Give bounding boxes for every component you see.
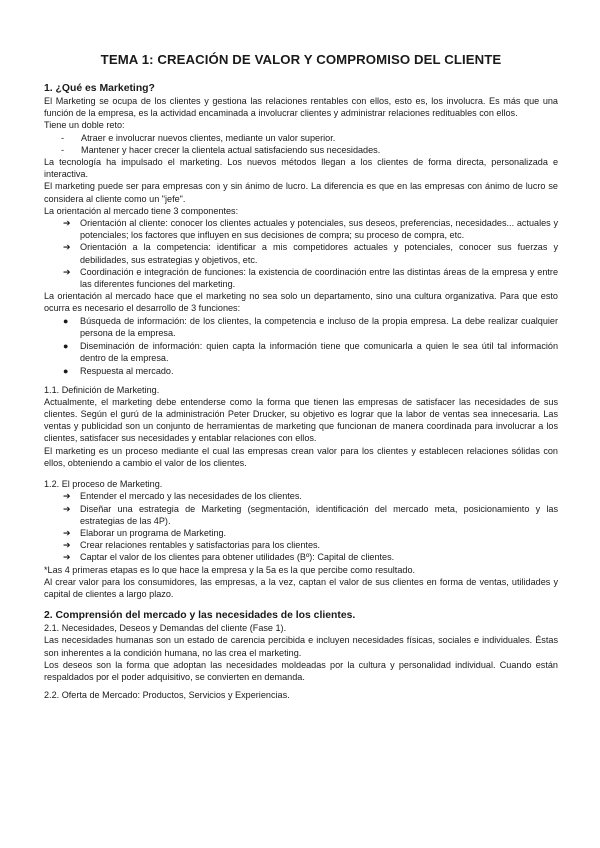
section-1-heading: 1. ¿Qué es Marketing? — [44, 83, 155, 94]
document-page — [44, 52, 558, 701]
list-item: ➔ Entender el mercado y las necesidades de los clientes. — [63, 491, 302, 502]
list-item: ➔ Diseñar una estrategia de Marketing (segmentación, identificación del mercado meta, posicionamiento y las estrategias de las 4P). — [63, 503, 558, 526]
reto-list — [44, 132, 558, 156]
list-item: ● Búsqueda de información: de los clientes, la competencia e incluso de la propia empresa. La debe realizar cualquier persona de la empresa. — [63, 315, 558, 338]
list-item: - Atraer e involucrar nuevos clientes, mediante un valor superior. — [61, 132, 336, 143]
list-item: ➔ Elaborar un programa de Marketing. — [63, 527, 227, 538]
paragraph: El marketing es un proceso mediante el cual las empresas crean valor para los clientes y establecen relaciones sólidas con ellos, obteniendo a cambio el valor de los clientes. — [44, 445, 558, 468]
paragraph: La orientación al mercado hace que el marketing no sea solo un departamento, sino una cultura organizativa. Para que esto ocurra es necesario el desarrollo de 3 funciones: — [44, 291, 558, 314]
list-item: ● Respuesta al mercado. — [63, 366, 174, 377]
paragraph: Al crear valor para los consumidores, las empresas, a la vez, captan el valor de sus clientes en forma de ventas, utilidades y capital de clientes a largo plazo. — [44, 576, 558, 599]
componentes-list — [44, 217, 558, 290]
arrow-icon: ➔ — [63, 491, 71, 502]
bullet-icon: ● — [63, 366, 69, 377]
list-item: ➔ Orientación al cliente: conocer los clientes actuales y potenciales, sus deseos, preferencias, necesidades... actuales y potenciales; los factores que influyen en sus decisiones de compra; su proceso de compra, etc. — [63, 218, 558, 241]
list-item: ➔ Captar el valor de los clientes para obtener utilidades (Bº): Capital de clientes. — [63, 552, 395, 563]
list-item: ➔ Orientación a la competencia: identificar a mis competidores actuales y potenciales, conocer sus fuerzas y debilidades, sus estrategias y objetivos, etc. — [63, 242, 558, 265]
paragraph: Las necesidades humanas son un estado de carencia percibida e incluyen necesidades físicas, sociales e individuales. Éstas son inherentes a la condición humana, no las crea el marketing. — [44, 635, 558, 658]
paragraph: *Las 4 primeras etapas es lo que hace la empresa y la 5a es la que percibe como resultado. — [44, 564, 416, 575]
paragraph: La orientación al mercado tiene 3 componentes: — [44, 205, 239, 216]
section-2-heading: 2. Comprensión del mercado y las necesidades de los clientes. — [44, 610, 356, 622]
arrow-icon: ➔ — [63, 527, 71, 538]
funciones-list — [44, 315, 558, 378]
paragraph: El marketing puede ser para empresas con y sin ánimo de lucro. La diferencia es que en las empresas con ánimo de lucro se considera al cliente como un "jefe". — [44, 181, 558, 204]
list-item: - Mantener y hacer crecer la clientela actual satisfaciendo sus necesidades. — [61, 144, 381, 155]
document-title: TEMA 1: CREACIÓN DE VALOR Y COMPROMISO DEL CLIENTE — [100, 52, 502, 67]
section-2-2-heading: 2.2. Oferta de Mercado: Productos, Servicios y Experiencias. — [44, 690, 290, 701]
list-item: ➔ Coordinación e integración de funciones: la existencia de coordinación entre las distintas áreas de la empresa y entre las diferentes funciones del marketing. — [63, 266, 558, 290]
section-1-1-heading: 1.1. Definición de Marketing. — [44, 384, 160, 395]
arrow-icon: ➔ — [63, 266, 71, 277]
proceso-list — [44, 490, 558, 563]
list-item: ● Diseminación de información: quien capta la información tiene que comunicarla a quien le sea útil tal información dentro de la empresa. — [63, 341, 558, 364]
arrow-icon: ➔ — [63, 552, 71, 563]
section-2-1-heading: 2.1. Necesidades, Deseos y Demandas del cliente (Fase 1). — [44, 623, 287, 634]
section-1-2-heading: 1.2. El proceso de Marketing. — [44, 479, 163, 490]
arrow-icon: ➔ — [63, 540, 71, 551]
paragraph: Los deseos son la forma que adoptan las necesidades moldeadas por la cultura y personalidad individual. Cuando están respaldados por el poder adquisitivo, se convierten en demanda. — [44, 659, 558, 682]
list-item: ➔ Crear relaciones rentables y satisfactorias para los clientes. — [63, 540, 321, 551]
arrow-icon: ➔ — [63, 503, 71, 514]
paragraph: Actualmente, el marketing debe entenderse como la forma que tienen las empresas de satisfacer las necesidades de sus clientes. Según el gurú de la administración Peter Drucker, su objetivo es lograr que la labor de ventas sea innecesaria. Las ventas y publicidad son un conjunto de herramientas de marketing que funcionan de manera coordinada para involucrar a los clientes, satisfacer sus necesidades y entablar relaciones con ellos. — [44, 396, 558, 444]
arrow-icon: ➔ — [63, 218, 71, 229]
bullet-icon: ● — [63, 341, 69, 352]
paragraph: Tiene un doble reto: — [44, 120, 125, 131]
paragraph: La tecnología ha impulsado el marketing. Los nuevos métodos llegan a los clientes de forma directa, personalizada e interactiva. — [44, 157, 558, 180]
bullet-icon: ● — [63, 315, 69, 326]
arrow-icon: ➔ — [63, 242, 71, 253]
paragraph: El Marketing se ocupa de los clientes y gestiona las relaciones rentables con ellos, esto es, los involucra. Es más que una función de la empresa, es la actividad encaminada a involucrar clientes y administrar relaciones redituables con ellos. — [44, 96, 558, 119]
